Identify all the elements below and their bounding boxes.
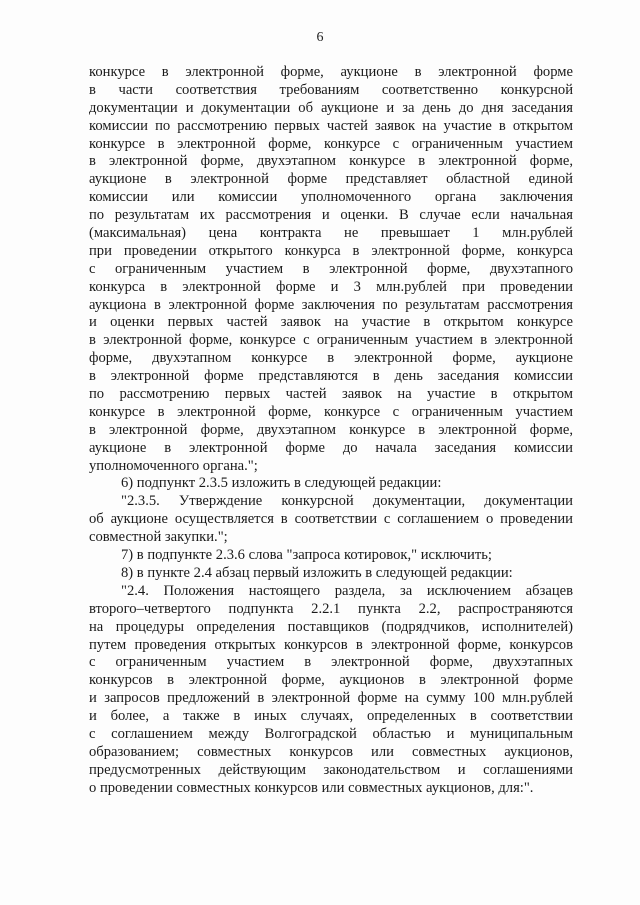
text-line: в электронной форме, двухэтапном конкурсе в электронной форме,	[89, 153, 573, 170]
text-line: и оценки первых частей заявок на участие в открытом конкурсе	[89, 314, 573, 331]
text-line: аукционе в электронной форме до начала заседания комиссии	[89, 439, 573, 456]
text-line: в части соответствия требованиям соответственно конкурсной	[89, 81, 573, 98]
text-line: (максимальная) цена контракта не превышает 1 млн.рублей	[89, 225, 573, 242]
page-number: 6	[316, 30, 324, 45]
text-line: конкурсе в электронной форме, конкурсе с ограниченным участием	[89, 135, 573, 152]
text-line: конкурсе в электронной форме, конкурсе с ограниченным участием	[89, 403, 573, 420]
text-line: аукционе в электронной форме представляет областной единой	[89, 171, 573, 188]
text-line: конкурса в электронной форме и 3 млн.рублей при проведении	[89, 278, 573, 295]
text-line: конкурсов в электронной форме, аукционов в электронной форме	[89, 672, 573, 689]
text-line: документации и документации об аукционе и за день до дня заседания	[89, 99, 573, 116]
text-line: уполномоченного органа.";	[89, 457, 258, 474]
text-line: с соглашением между Волгоградской областью и муниципальным	[89, 725, 573, 742]
text-line: предусмотренных действующим законодательством и соглашениями	[89, 761, 573, 778]
text-line: по результатам их рассмотрения и оценки. В случае если начальная	[89, 207, 573, 224]
text-line: об аукционе осуществляется в соответствии с соглашением о проведении	[89, 511, 573, 528]
text-line: в электронной форме, конкурсе с ограниченным участием в электронной	[89, 332, 573, 349]
text-line: аукциона в электронной форме заключения по результатам рассмотрения	[89, 296, 573, 313]
text-line: с ограниченным участием в электронной форме, двухэтапного	[89, 260, 573, 277]
text-line: комиссии по рассмотрению первых частей заявок на участие в открытом	[89, 117, 573, 134]
text-line: "2.3.5. Утверждение конкурсной документации, документации	[121, 493, 573, 510]
text-line: при проведении открытого конкурса в электронной форме, конкурса	[89, 242, 573, 259]
text-line: 7) в подпункте 2.3.6 слова "запроса котировок," исключить;	[121, 547, 492, 564]
text-line: 6) подпункт 2.3.5 изложить в следующей редакции:	[121, 475, 442, 492]
text-line: в электронной форме, двухэтапном конкурсе в электронной форме,	[89, 421, 573, 438]
text-line: конкурсе в электронной форме, аукционе в электронной форме	[89, 64, 573, 80]
text-line: форме, двухэтапном конкурсе в электронной форме, аукционе	[89, 350, 573, 367]
text-line: и запросов предложений в электронной форме на сумму 100 млн.рублей	[89, 690, 573, 707]
text-line: о проведении совместных конкурсов или совместных аукционов, для:".	[89, 779, 534, 796]
text-line: образованием; совместных конкурсов или совместных аукционов,	[89, 743, 573, 760]
text-line: комиссии или комиссии уполномоченного органа заключения	[89, 189, 573, 206]
text-line: "2.4. Положения настоящего раздела, за исключением абзацев	[121, 582, 573, 599]
text-line: с ограниченным участием в электронной форме, двухэтапных	[89, 654, 573, 671]
text-line: 8) в пункте 2.4 абзац первый изложить в следующей редакции:	[121, 564, 513, 581]
text-line: на процедуры определения поставщиков (подрядчиков, исполнителей)	[89, 618, 573, 635]
text-line: совместной закупки.";	[89, 529, 228, 546]
text-line: в электронной форме представляются в день заседания комиссии	[89, 368, 573, 385]
text-line: второго–четвертого подпункта 2.2.1 пункта 2.2, распространяются	[89, 600, 573, 617]
text-line: и более, а также в иных случаях, определенных в соответствии	[89, 708, 573, 725]
text-line: по рассмотрению первых частей заявок на участие в открытом	[89, 386, 573, 403]
text-line: путем проведения открытых конкурсов в электронной форме, конкурсов	[89, 636, 573, 653]
document-body	[89, 64, 573, 798]
